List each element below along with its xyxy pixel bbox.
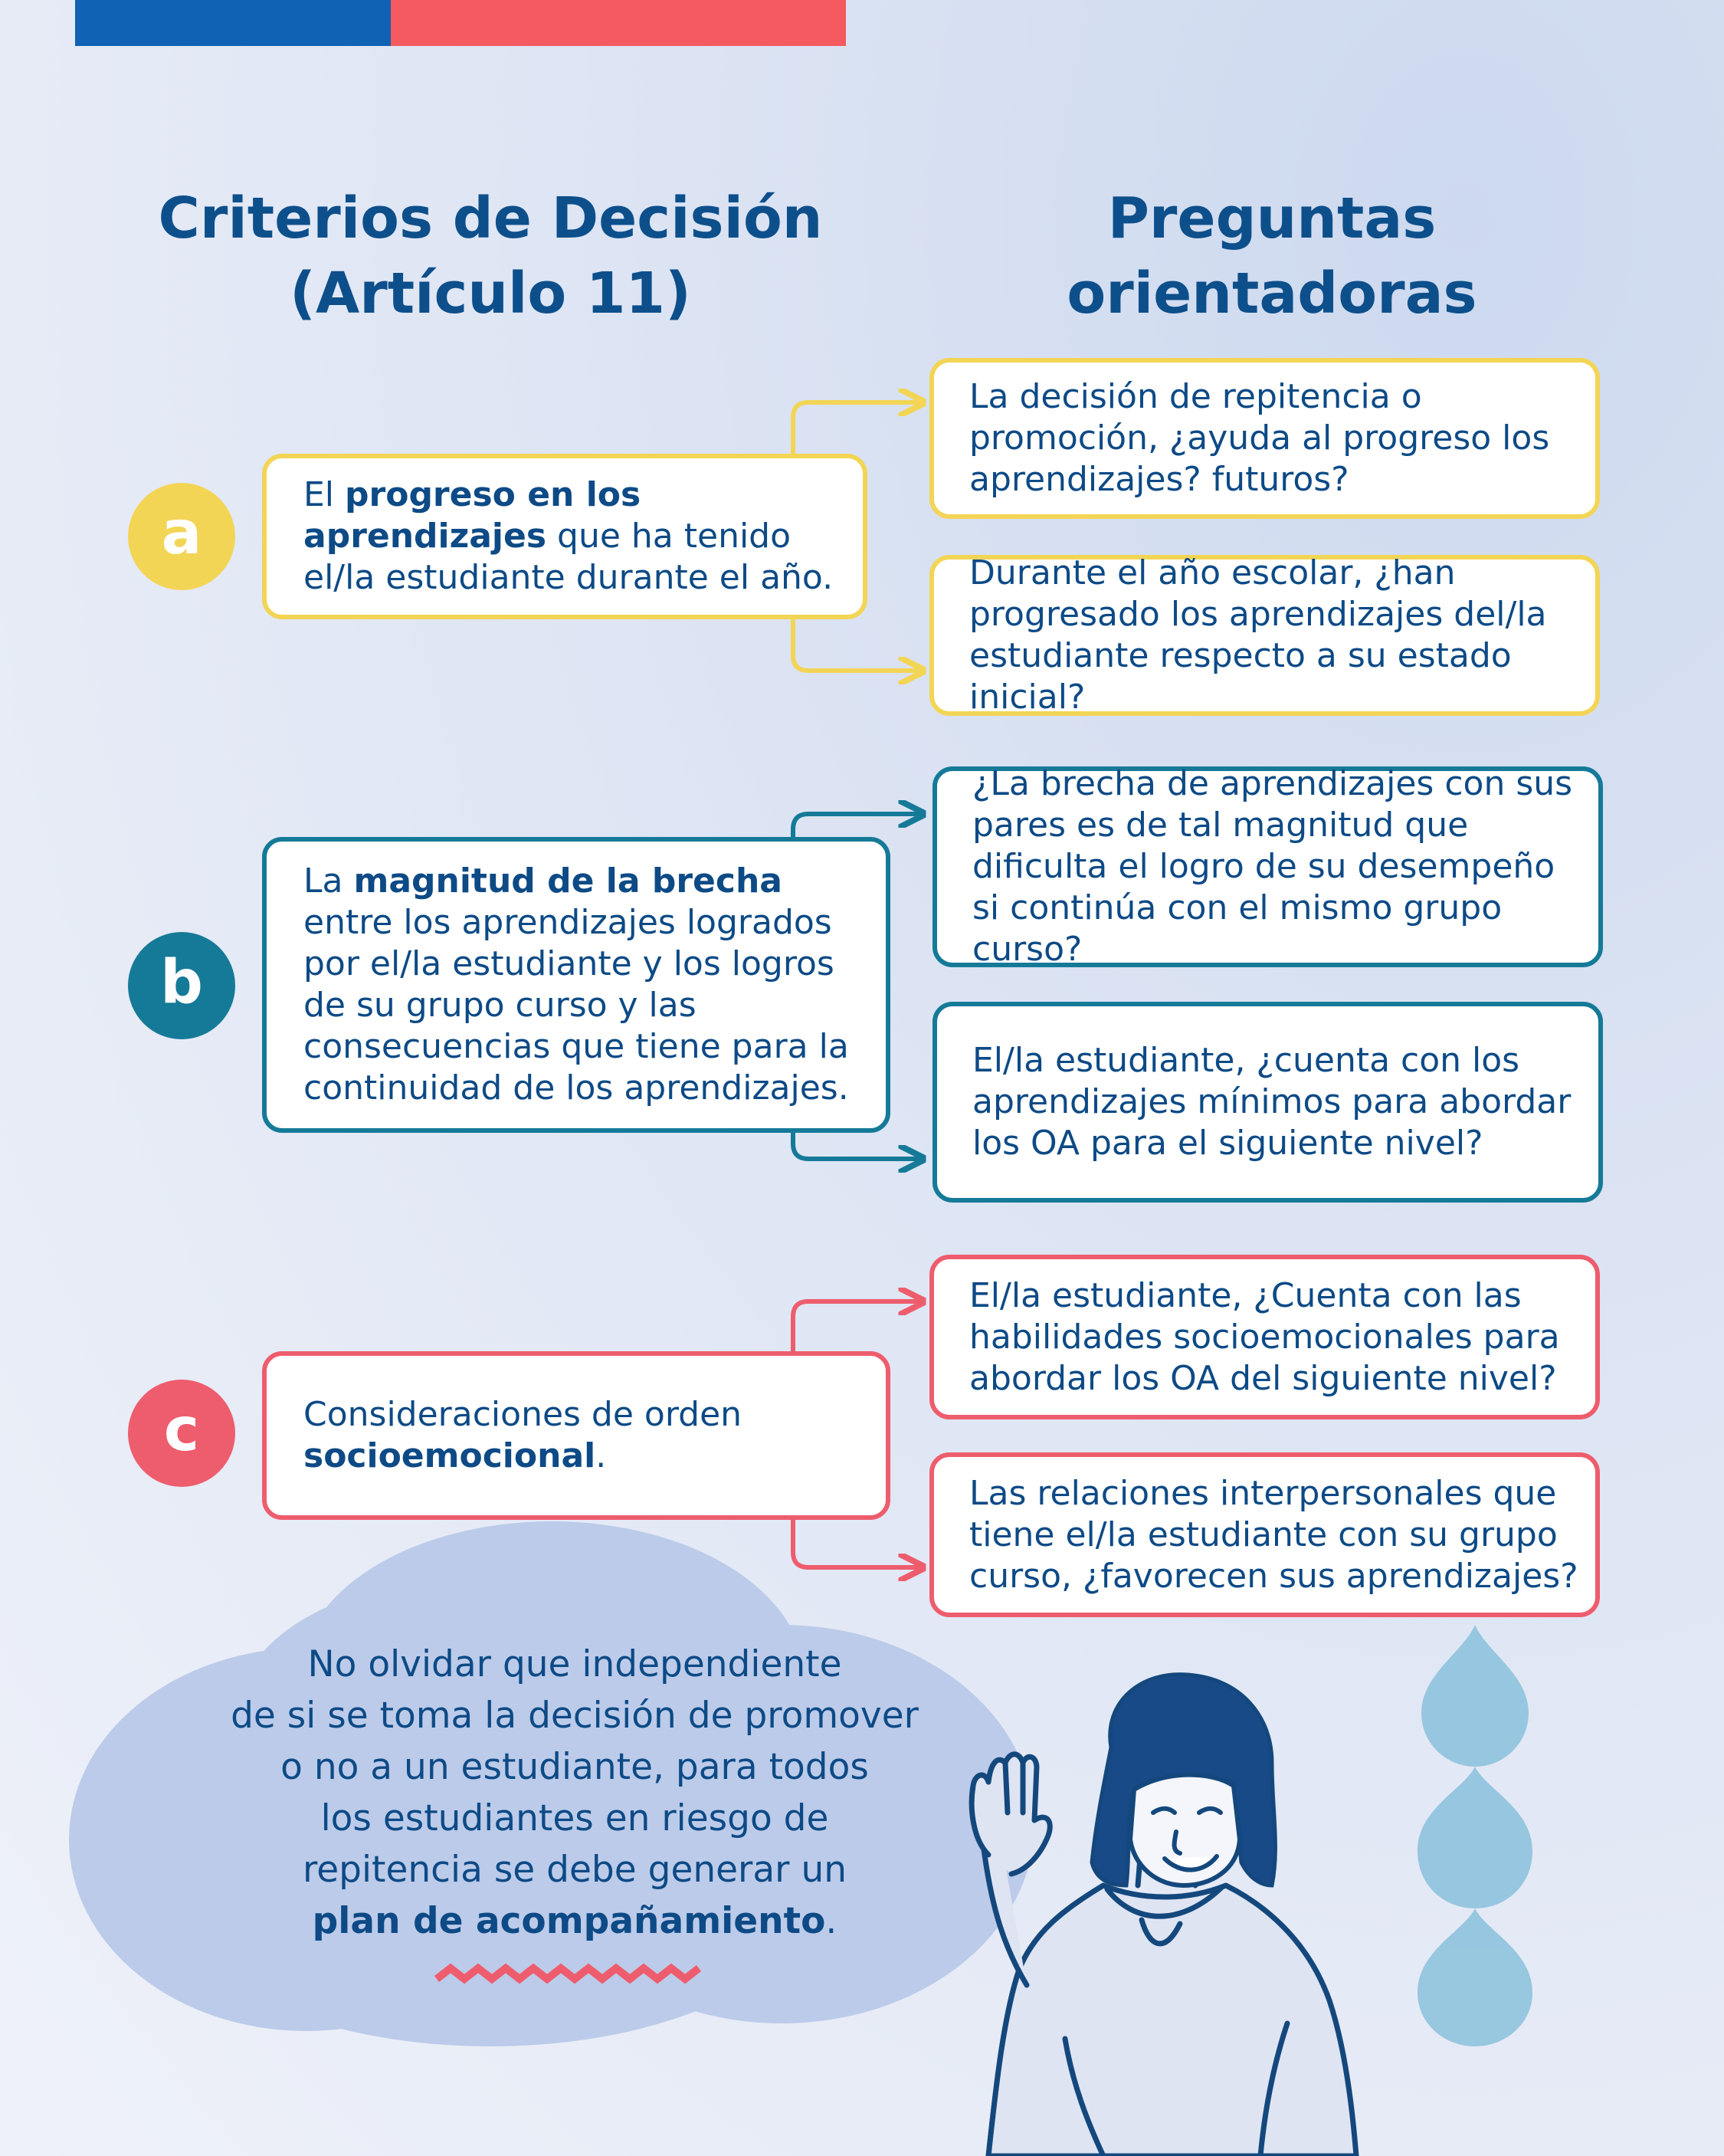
question-b-2: El/la estudiante, ¿cuenta con los aprendizajes mínimos para abordar los OA para el siguiente nivel? — [932, 1002, 1603, 1203]
criteria-column-title: Criterios de Decisión (Artículo 11) — [158, 185, 823, 327]
question-a-1: La decisión de repitencia o promoción, ¿ayuda al progreso los aprendizajes? futuros? — [929, 358, 1600, 519]
woman-waving-illustration — [912, 1656, 1418, 2156]
reminder-note: No olvidar que independiente de si se toma la decisión de promover o no a un estudiante, para todos los estudiantes en riesgo de repitencia se debe generar un plan de acompañamiento. — [231, 1643, 919, 1942]
criterion-c-text: Consideraciones de orden socioemocional. — [303, 1395, 742, 1475]
question-c-2: Las relaciones interpersonales que tiene el/la estudiante con su grupo curso, ¿favorecen sus aprendizajes? — [929, 1452, 1600, 1617]
water-drops-icon — [1402, 1621, 1548, 2050]
question-c-1: El/la estudiante, ¿Cuenta con las habilidades socioemocionales para abordar los OA del siguiente nivel? — [929, 1255, 1600, 1419]
questions-column-title: Preguntas orientadoras — [1067, 185, 1477, 327]
criterion-b-text: La magnitud de la brecha entre los aprendizajes logrados por el/la estudiante y los logros de su grupo curso y las consecuencias que tiene para la continuidad de los aprendizajes. — [303, 861, 849, 1108]
question-a-2: Durante el año escolar, ¿han progresado los aprendizajes del/la estudiante respecto a su estado inicial? — [929, 555, 1600, 716]
question-b-1: ¿La brecha de aprendizajes con sus pares es de tal magnitud que dificulta el logro de su desempeño si continúa con el mismo grupo curso? — [932, 766, 1603, 967]
criterion-a-text: El progreso en los aprendizajes que ha tenido el/la estudiante durante el año. — [303, 475, 834, 597]
badge-b: b — [128, 932, 235, 1039]
badge-a: a — [128, 483, 235, 590]
badge-c: c — [128, 1380, 235, 1487]
